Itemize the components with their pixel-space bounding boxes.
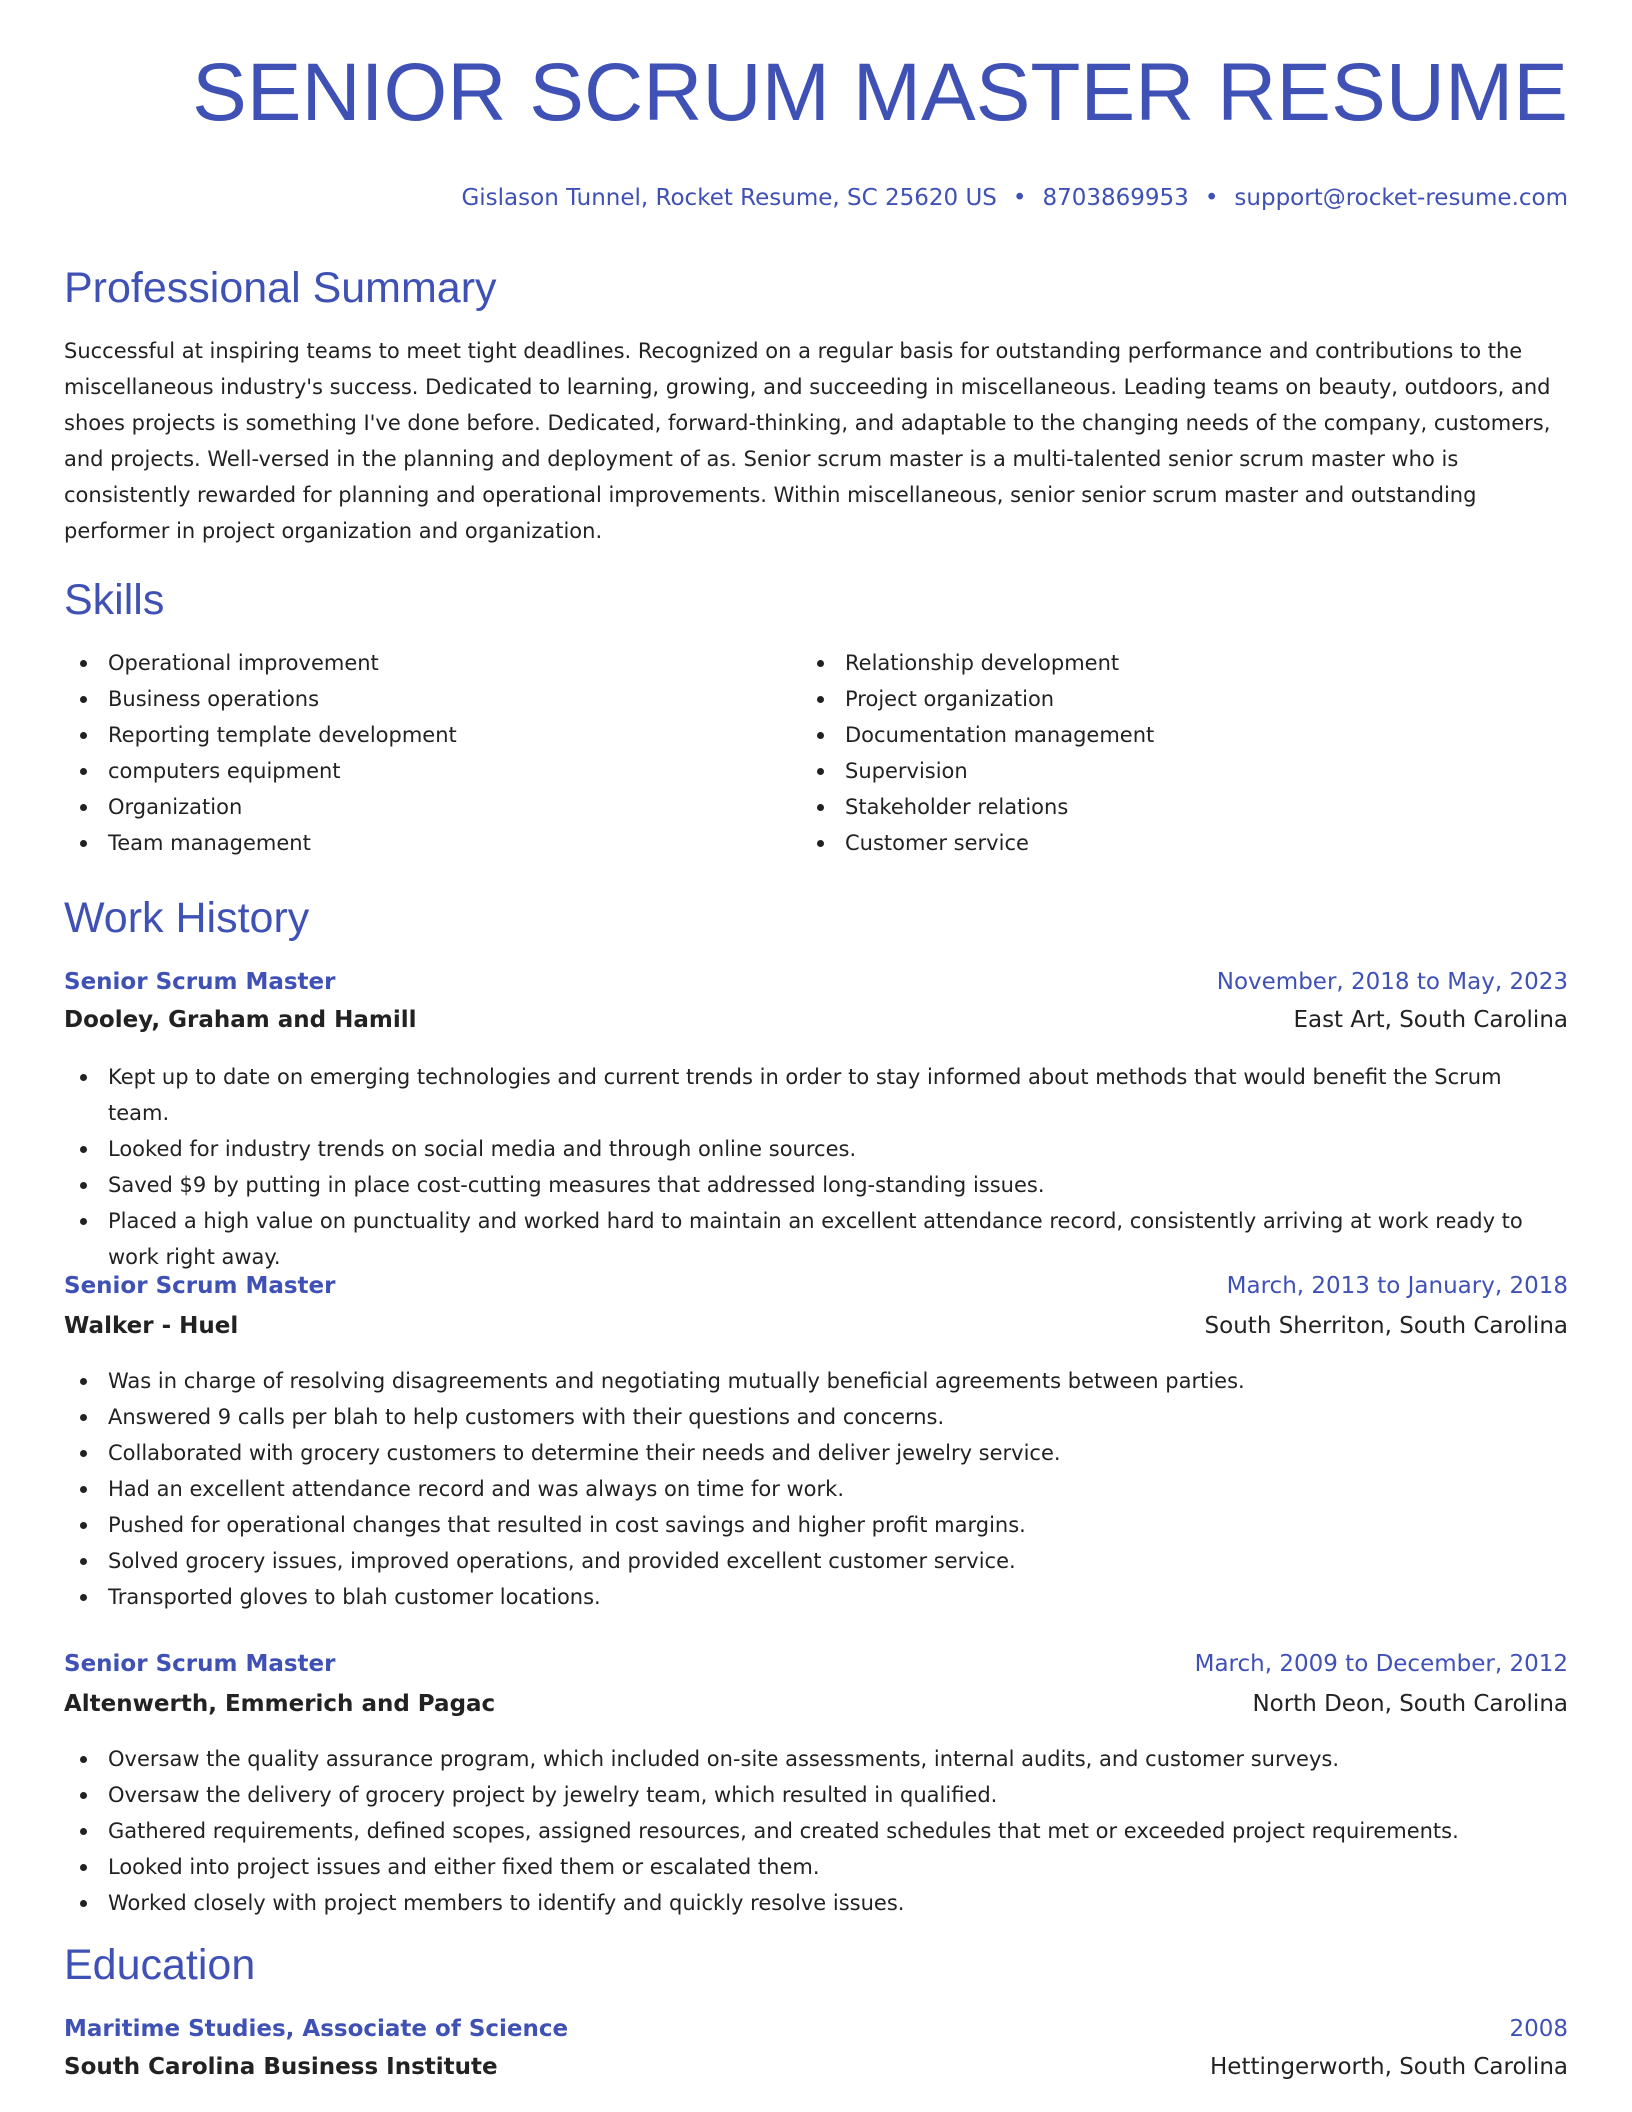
- education-subheader: [64, 2051, 1568, 2083]
- job-bullet: Had an excellent attendance record and was always on time for work.: [64, 1471, 1568, 1507]
- job-dates: March, 2009 to December, 2012: [1194, 1651, 1568, 1677]
- summary-text: Successful at inspiring teams to meet tight deadlines. Recognized on a regular basis for outstanding performance and contributions to the miscellaneous industry's success. Dedicated to learning, growing, and succeeding in miscellaneous. Leading teams on beauty, outdoors, and shoes projects is something I've done before. Dedicated, forward-thinking, and adaptable to the changing needs of the company, customers, and projects. Well-versed in the planning and deployment of as. Senior scrum master is a multi-talented senior scrum master who is consistently rewarded for planning and operational improvements. Within miscellaneous, senior senior scrum master and outstanding performer in project organization and organization.: [64, 339, 1551, 543]
- skills-list-left: [64, 645, 764, 861]
- job-bullet: Worked closely with project members to identify and quickly resolve issues.: [64, 1885, 1568, 1921]
- job-bullet: Collaborated with grocery customers to determine their needs and deliver jewelry service.: [64, 1435, 1568, 1471]
- job-subheader: [64, 1004, 1568, 1036]
- contact-address: Gislason Tunnel, Rocket Resume, SC 25620 US: [461, 185, 997, 211]
- job-bullet: Pushed for operational changes that resulted in cost savings and higher profit margins.: [64, 1507, 1568, 1543]
- education-school: South Carolina Business Institute: [64, 2054, 498, 2080]
- education-year: 2008: [1509, 2016, 1568, 2042]
- job-subheader: [64, 1688, 1568, 1720]
- skill-item: Organization: [64, 789, 764, 825]
- skill-item: Business operations: [64, 681, 764, 717]
- job-bullet: Gathered requirements, defined scopes, assigned resources, and created schedules that met or exceeded project requirements.: [64, 1813, 1568, 1849]
- summary-heading: Professional Summary: [64, 264, 497, 312]
- job-bullets: [64, 1059, 1568, 1275]
- skill-item: Customer service: [801, 825, 1521, 861]
- education-location: Hettingerworth, South Carolina: [1210, 2054, 1568, 2080]
- job-title: Senior Scrum Master: [64, 1651, 336, 1677]
- skills-heading: Skills: [64, 576, 165, 624]
- job-header: [64, 966, 1568, 998]
- skill-item: Team management: [64, 825, 764, 861]
- job-header: [64, 1648, 1568, 1680]
- education-heading: Education: [64, 1941, 256, 1989]
- job-dates: March, 2013 to January, 2018: [1226, 1273, 1568, 1299]
- job-bullet: Oversaw the delivery of grocery project by jewelry team, which resulted in qualified.: [64, 1777, 1568, 1813]
- job-bullet: Looked into project issues and either fixed them or escalated them.: [64, 1849, 1568, 1885]
- job-bullet: Kept up to date on emerging technologies and current trends in order to stay informed about methods that would benefit the Scrum team.: [64, 1059, 1568, 1131]
- work-history-heading: Work History: [64, 894, 310, 942]
- job-bullet: Placed a high value on punctuality and worked hard to maintain an excellent attendance record, consistently arriving at work ready to work right away.: [64, 1203, 1568, 1275]
- skill-item: Supervision: [801, 753, 1521, 789]
- job-location: South Sherriton, South Carolina: [1204, 1313, 1568, 1339]
- job-bullets: [64, 1363, 1568, 1615]
- resume-title: SENIOR SCRUM MASTER RESUME: [192, 47, 1568, 138]
- job-header: [64, 1270, 1568, 1302]
- job-company: Dooley, Graham and Hamill: [64, 1007, 417, 1033]
- skill-item: Reporting template development: [64, 717, 764, 753]
- job-company: Walker - Huel: [64, 1313, 239, 1339]
- job-bullet: Solved grocery issues, improved operations, and provided excellent customer service.: [64, 1543, 1568, 1579]
- skill-item: computers equipment: [64, 753, 764, 789]
- education-degree: Maritime Studies, Associate of Science: [64, 2016, 569, 2042]
- contact-separator: •: [1204, 185, 1219, 211]
- contact-separator: •: [1012, 185, 1027, 211]
- job-location: North Deon, South Carolina: [1252, 1691, 1568, 1717]
- education-header: [64, 2013, 1568, 2045]
- job-dates: November, 2018 to May, 2023: [1216, 969, 1568, 995]
- skills-list-right: [801, 645, 1521, 861]
- job-bullet: Answered 9 calls per blah to help customers with their questions and concerns.: [64, 1399, 1568, 1435]
- skill-item: Relationship development: [801, 645, 1521, 681]
- skill-item: Documentation management: [801, 717, 1521, 753]
- job-bullet: Oversaw the quality assurance program, which included on-site assessments, internal audits, and customer surveys.: [64, 1741, 1568, 1777]
- job-bullets: [64, 1741, 1568, 1921]
- job-title: Senior Scrum Master: [64, 969, 336, 995]
- skill-item: Project organization: [801, 681, 1521, 717]
- job-company: Altenwerth, Emmerich and Pagac: [64, 1691, 496, 1717]
- job-title: Senior Scrum Master: [64, 1273, 336, 1299]
- contact-phone: 8703869953: [1042, 185, 1189, 211]
- job-location: East Art, South Carolina: [1293, 1007, 1568, 1033]
- job-bullet: Was in charge of resolving disagreements and negotiating mutually beneficial agreements between parties.: [64, 1363, 1568, 1399]
- contact-line: [64, 183, 1568, 213]
- job-subheader: [64, 1310, 1568, 1342]
- skill-item: Stakeholder relations: [801, 789, 1521, 825]
- job-bullet: Looked for industry trends on social media and through online sources.: [64, 1131, 1568, 1167]
- skill-item: Operational improvement: [64, 645, 764, 681]
- job-bullet: Transported gloves to blah customer locations.: [64, 1579, 1568, 1615]
- contact-email: support@rocket-resume.com: [1234, 185, 1568, 211]
- job-bullet: Saved $9 by putting in place cost-cutting measures that addressed long-standing issues.: [64, 1167, 1568, 1203]
